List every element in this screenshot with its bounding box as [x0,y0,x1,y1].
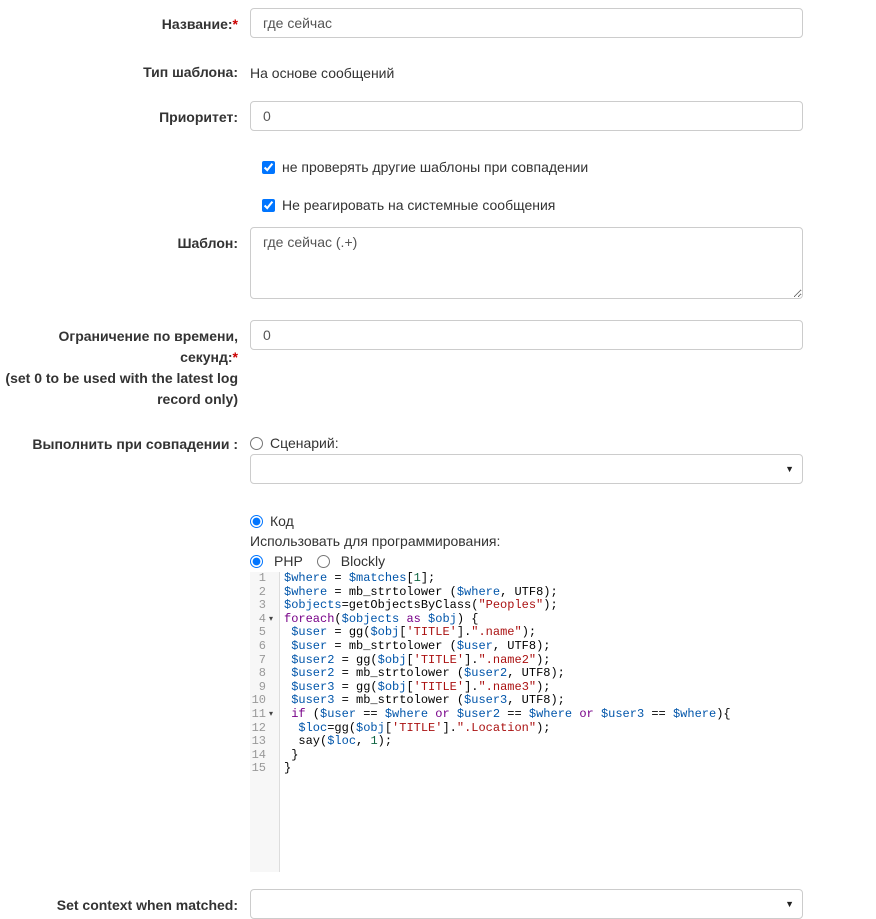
gutter-spacer [269,722,279,736]
code-line: $where = mb_strtolower ($where, UTF8); [284,584,558,599]
line-number: 8 [258,666,266,681]
time-limit-row [0,320,876,410]
gutter-spacer [269,749,279,763]
skip-other-templates-label: не проверять другие шаблоны при совпадении [282,159,589,175]
template-type-value: На основе сообщений [250,65,395,81]
blockly-radio[interactable] [317,555,330,568]
line-number: 1 [258,572,266,585]
code-radio-line [250,511,803,531]
line-number: 4 [258,611,266,626]
line-number: 5 [258,625,266,640]
gutter-spacer [269,640,279,654]
scenario-select[interactable] [250,454,803,484]
execute-on-match-row [0,428,876,872]
priority-input[interactable] [250,101,803,131]
time-limit-input[interactable] [250,320,803,350]
code-fold-icon[interactable]: ▾ [269,709,274,719]
set-context-select[interactable] [250,889,803,919]
gutter-spacer [269,667,279,681]
priority-label: Приоритет: [159,109,238,125]
ignore-system-messages-label: Не реагировать на системные сообщения [282,197,556,213]
gutter-spacer [269,572,279,586]
chevron-down-icon: ▼ [785,899,794,909]
set-context-select-wrap [250,889,803,919]
code-fold-icon[interactable]: ▾ [269,614,274,624]
name-label: Название:* [161,16,238,32]
required-asterisk: * [232,16,238,32]
ignore-system-messages-checkbox[interactable] [262,199,275,212]
line-number: 2 [258,584,266,599]
code-line: $where = $matches[1]; [284,572,436,585]
template-type-row [0,56,876,83]
code-line: $loc=gg($obj['TITLE'].".Location"); [298,720,551,735]
line-number: 14 [251,747,266,762]
line-number: 15 [251,761,266,776]
line-number: 10 [251,693,266,708]
line-number: 7 [258,652,266,667]
gutter-spacer [269,586,279,600]
time-limit-note: (set 0 to be used with the latest log record only) [5,370,238,407]
template-type-label: Тип шаблона: [143,64,238,80]
skip-other-templates-checkbox[interactable] [262,161,275,174]
code-line: } [284,761,292,776]
execute-on-match-label: Выполнить при совпадении : [32,436,238,452]
code-line: foreach($objects as $obj) { [284,611,479,626]
gutter-spacer [269,735,279,749]
programming-language-label: Использовать для программирования: [250,533,501,549]
line-number: 11 [251,706,266,721]
ignore-system-messages-row [262,197,876,213]
code-line: $user = mb_strtolower ($user, UTF8); [291,638,551,653]
gutter-spacer [269,654,279,668]
code-line: $user3 = mb_strtolower ($user3, UTF8); [291,693,565,708]
code-line: $user = gg($obj['TITLE'].".name"); [291,625,537,640]
set-context-label: Set context when matched: [56,897,238,913]
code-line: $user2 = gg($obj['TITLE'].".name2"); [291,652,551,667]
scenario-radio[interactable] [250,437,263,450]
priority-row [0,101,876,131]
gutter-spacer [269,626,279,640]
code-line: if ($user == $where or $user2 == $where or $user3 == $where){ [291,706,731,721]
scenario-radio-line [250,433,803,453]
php-radio-label: PHP [274,553,303,569]
skip-other-templates-row [262,159,876,175]
set-context-row [0,889,876,919]
code-line: say($loc, 1); [284,734,393,749]
gutter-spacer [269,762,279,776]
blockly-radio-label: Blockly [340,553,386,569]
line-number: 12 [251,720,266,735]
code-line: $user3 = gg($obj['TITLE'].".name3"); [291,679,551,694]
pattern-label: Шаблон: [177,235,238,251]
gutter-spacer [269,694,279,708]
scenario-select-wrap [250,454,803,484]
name-input[interactable] [250,8,803,38]
time-limit-label: Ограничение по времени, секунд:* (set 0 to be used with the latest log record only) [5,328,238,407]
php-code-editor[interactable] [250,572,803,872]
gutter-spacer [269,599,279,613]
code-radio-label: Код [270,513,294,529]
scenario-radio-label: Сценарий: [270,435,339,451]
chevron-down-icon: ▼ [785,464,794,474]
code-line: $user2 = mb_strtolower ($user2, UTF8); [291,666,565,681]
code-line: $objects=getObjectsByClass("Peoples"); [284,598,558,613]
code-line: } [284,747,299,762]
line-number: 3 [258,598,266,613]
required-asterisk: * [232,349,238,365]
line-number: 6 [258,638,266,653]
language-radio-line [250,551,803,571]
line-number: 13 [251,734,266,749]
pattern-textarea[interactable] [250,227,803,299]
code-radio[interactable] [250,515,263,528]
name-row [0,8,876,38]
pattern-row [0,227,876,302]
line-number: 9 [258,679,266,694]
php-radio[interactable] [250,555,263,568]
gutter-spacer [269,681,279,695]
code-editor-gutter [250,572,280,872]
code-editor-lines[interactable] [280,572,731,872]
